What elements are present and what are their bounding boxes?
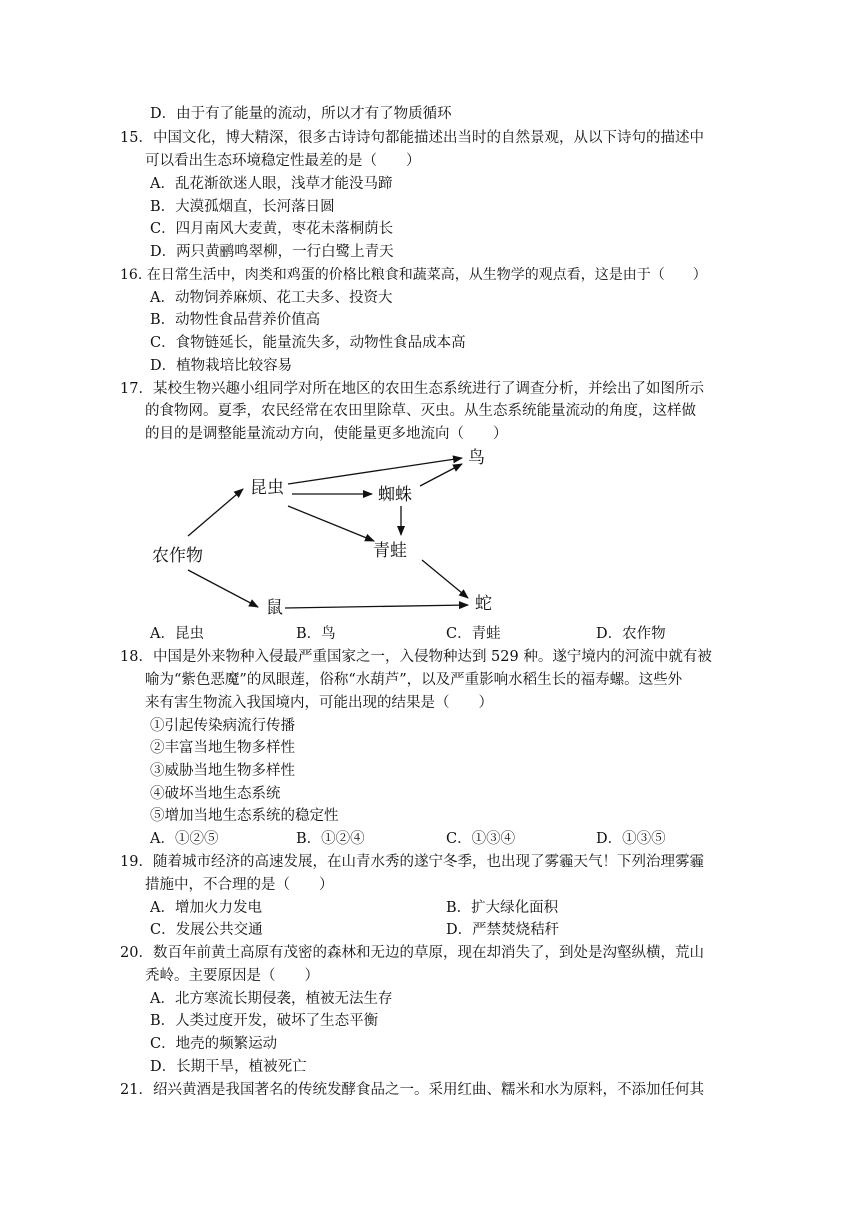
- q18-stem-line2: 喻为“紫色恶魔”的凤眼莲，俗称“水葫芦”，以及严重影响水稻生长的福寿螺。这些外: [145, 672, 683, 688]
- q18-stem-line1: 18．中国是外来物种入侵最严重国家之一，入侵物种达到 529 种。遂宁境内的河流中就有被: [120, 649, 712, 665]
- arrow-mouse-to-snake: [285, 605, 468, 608]
- q19-option-d: D．严禁焚烧秸秆: [446, 922, 560, 938]
- q20-stem-line2: 秃岭。主要原因是（ ）: [145, 968, 319, 984]
- q17-stem-line1: 17．某校生物兴趣小组同学对所在地区的农田生态系统进行了调查分析，并绘出了如图所示: [120, 381, 704, 397]
- q18-option-a: A．①②⑤: [150, 831, 219, 847]
- q17-stem-line2: 的食物网。夏季，农民经常在农田里除草、灭虫。从生态系统能量流动的角度，这样做: [145, 403, 696, 419]
- q19-option-a: A．增加火力发电: [150, 900, 262, 916]
- q17-option-a: A．昆虫: [150, 626, 204, 642]
- node-spider: 蜘蛛: [378, 485, 412, 505]
- q15-option-c: C．四月南风大麦黄，枣花未落桐荫长: [150, 221, 394, 237]
- node-frog: 青蛙: [373, 541, 407, 561]
- q19-stem-line1: 19．随着城市经济的高速发展，在山青水秀的遂宁冬季，也出现了雾霾天气！下列治理雾霾: [120, 854, 704, 870]
- q16-option-c: C．食物链延长，能量流失多，动物性食品成本高: [150, 335, 466, 351]
- arrow-crop-to-insect: [188, 489, 243, 536]
- q20-stem-line1: 20．数百年前黄土高原有茂密的森林和无边的草原，现在却消失了，到处是沟壑纵横，荒山: [120, 945, 704, 961]
- arrow-insect-to-bird: [288, 458, 462, 484]
- q19-option-c: C．发展公共交通: [150, 922, 263, 938]
- q18-stem-line3: 来有害生物流入我国境内，可能出现的结果是（ ）: [145, 695, 493, 711]
- q19-option-b: B．扩大绿化面积: [446, 900, 559, 916]
- q20-option-a: A．北方寒流长期侵袭，植被无法生存: [150, 991, 393, 1007]
- q16-option-a: A．动物饲养麻烦、花工夫多、投资大: [150, 290, 393, 306]
- q17-option-d: D．农作物: [596, 626, 666, 642]
- arrow-frog-to-snake: [422, 560, 468, 598]
- food-web-diagram: [140, 442, 510, 622]
- arrow-crop-to-mouse: [188, 570, 258, 607]
- q15-option-d: D．两只黄鹂鸣翠柳，一行白鹭上青天: [150, 244, 394, 260]
- q18-option-d: D．①③⑤: [596, 831, 666, 847]
- q16-stem-line1: 16. 在日常生活中，肉类和鸡蛋的价格比粮食和蔬菜高，从生物学的观点看，这是由于（ ）: [120, 267, 707, 283]
- q16-option-b: B．动物性食品营养价值高: [150, 312, 321, 328]
- q18-option-c: C．①③④: [446, 831, 516, 847]
- q15-stem-line2: 可以看出生态环境稳定性最差的是（ ）: [145, 153, 421, 169]
- q20-option-b: B．人类过度开发，破坏了生态平衡: [150, 1013, 379, 1029]
- q17-option-c: C．青蛙: [446, 626, 501, 642]
- node-snake: 蛇: [475, 594, 492, 614]
- q15-option-a: A．乱花渐欲迷人眼，浅草才能没马蹄: [150, 176, 393, 192]
- q18-item-3: ③威胁当地生物多样性: [150, 763, 295, 779]
- arrow-spider-to-bird: [420, 464, 462, 486]
- q15-stem-line1: 15．中国文化，博大精深，很多古诗诗句都能描述出当时的自然景观，从以下诗句的描述中: [120, 130, 704, 146]
- q21-stem-line1: 21．绍兴黄酒是我国著名的传统发酵食品之一。采用红曲、糯米和水为原料，不添加任何其: [120, 1082, 704, 1098]
- node-mouse: 鼠: [266, 598, 283, 618]
- arrow-insect-to-frog: [288, 506, 374, 541]
- node-bird: 鸟: [468, 448, 485, 468]
- node-crop: 农作物: [152, 546, 203, 566]
- q17-stem-line3: 的目的是调整能量流动方向，使能量更多地流向（ ）: [145, 426, 508, 442]
- q16-option-d: D．植物栽培比较容易: [150, 358, 293, 374]
- q19-stem-line2: 措施中，不合理的是（ ）: [145, 877, 334, 893]
- node-insect: 昆虫: [250, 478, 284, 498]
- q18-option-b: B．①②④: [296, 831, 365, 847]
- q17-option-b: B．鸟: [296, 626, 336, 642]
- q14-option-d: D．由于有了能量的流动，所以才有了物质循环: [150, 106, 452, 122]
- q20-option-c: C．地壳的频繁运动: [150, 1036, 278, 1052]
- q18-item-2: ②丰富当地生物多样性: [150, 740, 295, 756]
- q18-item-1: ①引起传染病流行传播: [150, 718, 295, 734]
- q15-option-b: B．大漠孤烟直，长河落日圆: [150, 199, 335, 215]
- q18-item-5: ⑤增加当地生态系统的稳定性: [150, 808, 339, 824]
- q18-item-4: ④破坏当地生态系统: [150, 786, 281, 802]
- q20-option-d: D．长期干旱，植被死亡: [150, 1059, 307, 1075]
